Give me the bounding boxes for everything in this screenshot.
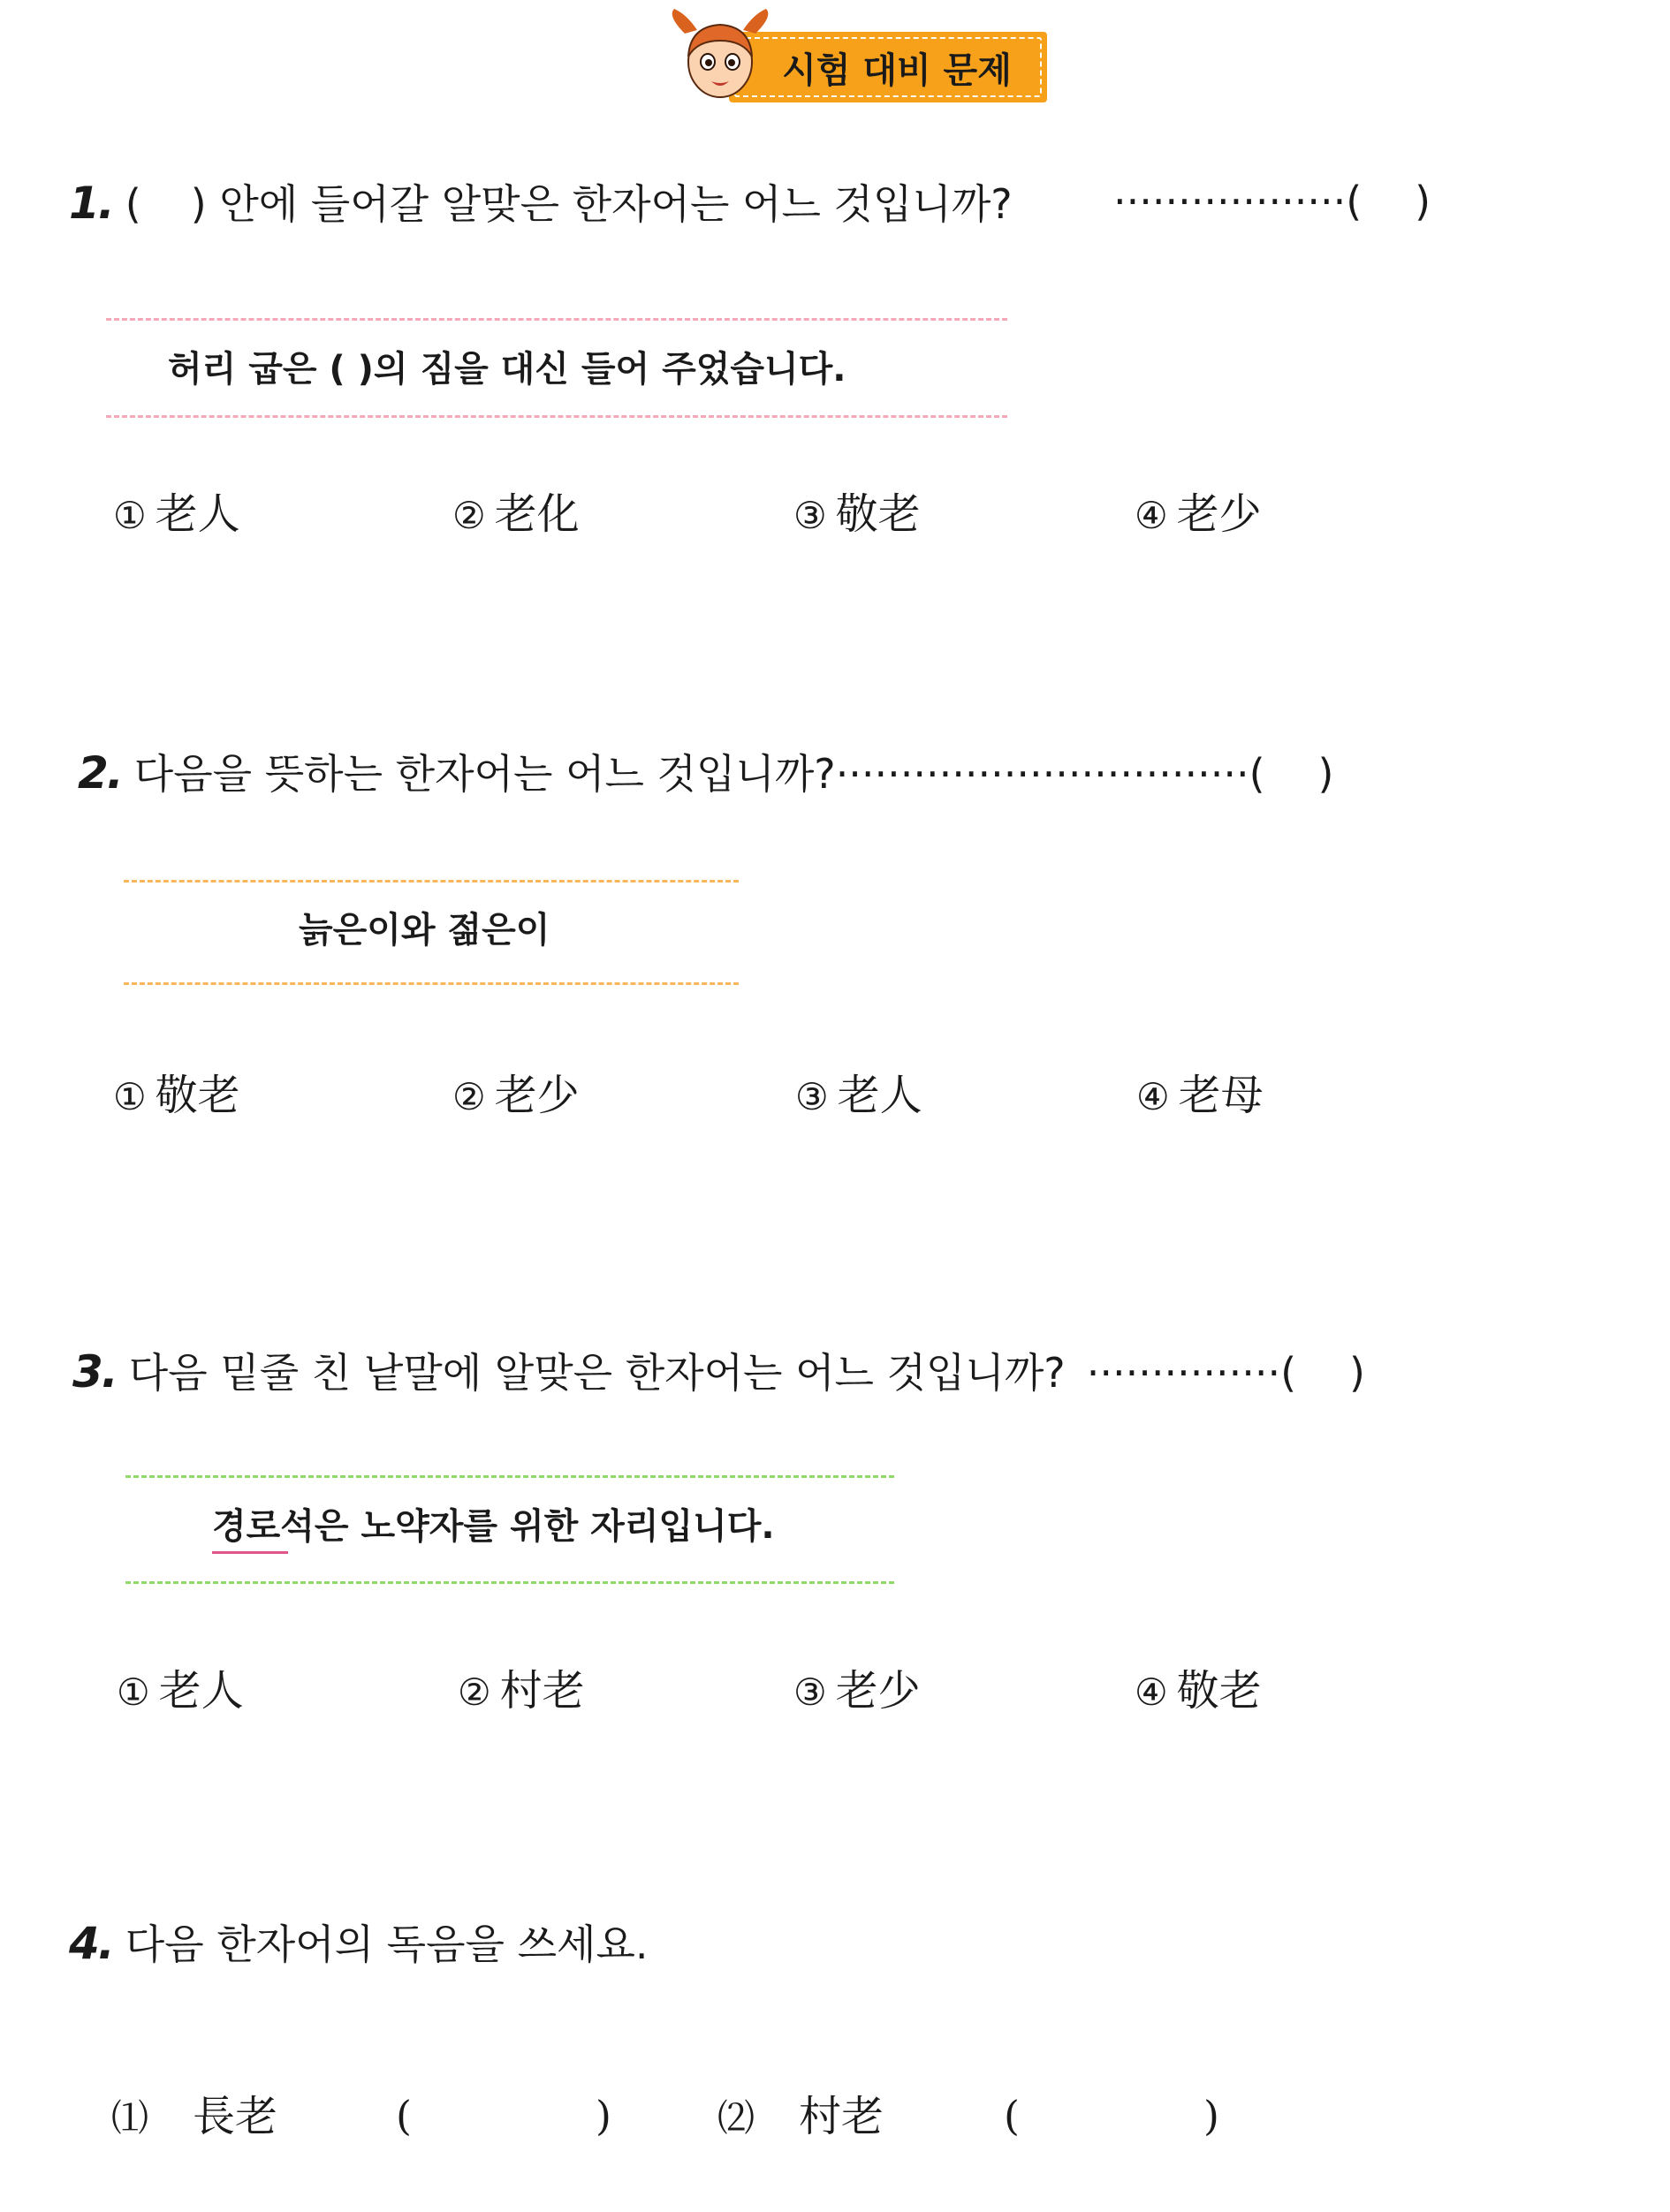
option-mark: ③ (793, 494, 827, 537)
question-number: 3. (72, 1346, 117, 1398)
option-hanja: 老化 (494, 489, 580, 539)
reading-item-1 (111, 2092, 278, 2141)
item-mark: ⑵ (717, 2096, 755, 2140)
option-3[interactable] (793, 1666, 921, 1716)
option-mark: ④ (1135, 494, 1168, 537)
option-mark: ② (452, 494, 486, 537)
option-hanja: 老少 (494, 1071, 580, 1120)
option-4[interactable] (1135, 489, 1262, 539)
header-badge (667, 7, 1056, 104)
option-4[interactable] (1136, 1071, 1264, 1120)
question-text: 다음 한자어의 독음을 쓰세요. (125, 1920, 649, 1968)
option-hanja: 敬老 (155, 1071, 240, 1120)
box-bottom-line (106, 415, 1007, 418)
answer-dots: ···············( (1086, 1349, 1297, 1397)
option-2[interactable] (452, 1071, 580, 1120)
question-number: 4. (69, 1918, 113, 1969)
option-hanja: 村老 (499, 1666, 585, 1716)
option-mark: ④ (1136, 1075, 1170, 1118)
question-text: ) 안에 들어갈 알맞은 한자어는 어느 것입니까? (190, 180, 1013, 228)
answer-close-paren: ) (1349, 1349, 1365, 1397)
item-hanja: 長老 (193, 2092, 278, 2141)
question-1 (69, 178, 1013, 229)
option-mark: ② (452, 1075, 486, 1118)
option-hanja: 老母 (1178, 1071, 1264, 1120)
option-hanja: 敬老 (835, 489, 921, 539)
option-1[interactable] (117, 1666, 244, 1716)
example-sentence: 늙은이와 젊은이 (299, 910, 550, 951)
box-bottom-line (125, 1581, 894, 1584)
option-2[interactable] (458, 1666, 585, 1716)
option-hanja: 敬老 (1176, 1666, 1262, 1716)
option-mark: ① (113, 1075, 147, 1118)
answer-close-paren: ) (1317, 750, 1334, 798)
option-hanja: 老人 (155, 489, 240, 539)
item-hanja: 村老 (799, 2092, 884, 2141)
answer-dots: ··················( (1113, 178, 1363, 225)
question-number: 1. (69, 178, 113, 229)
option-hanja: 老人 (158, 1666, 244, 1716)
item-mark: ⑴ (111, 2096, 149, 2140)
option-2[interactable] (452, 489, 580, 539)
option-mark: ④ (1135, 1670, 1168, 1714)
answer-close-paren: ) (1203, 2092, 1219, 2140)
option-3[interactable] (795, 1071, 922, 1120)
box-top-line (124, 880, 739, 883)
answer-open-paren: ( (1004, 2092, 1020, 2140)
answer-open-paren: ( (396, 2092, 412, 2140)
question-2 (78, 747, 1334, 799)
question-4 (69, 1918, 649, 1969)
option-mark: ③ (795, 1075, 829, 1118)
question-text: 다음을 뜻하는 한자어는 어느 것입니까? (133, 750, 836, 798)
question-text: 다음 밑줄 친 낱말에 알맞은 한자어는 어느 것입니까? (128, 1349, 1066, 1397)
option-hanja: 老人 (837, 1071, 922, 1120)
option-4[interactable] (1135, 1666, 1262, 1716)
answer-blank-1 (1113, 178, 1431, 225)
answer-close-paren: ) (596, 2092, 611, 2140)
box-bottom-line (124, 982, 739, 985)
question-3 (72, 1346, 1365, 1398)
option-mark: ① (113, 494, 147, 537)
option-1[interactable] (113, 489, 240, 539)
option-mark: ③ (793, 1670, 827, 1714)
answer-dots: ································( (835, 750, 1265, 798)
example-sentence: 경로석은 노약자를 위한 자리입니다. (212, 1506, 775, 1547)
option-hanja: 老少 (1176, 489, 1262, 539)
option-mark: ① (117, 1670, 150, 1714)
answer-close-paren: ) (1415, 178, 1431, 225)
question-number: 2. (78, 747, 122, 799)
option-mark: ② (458, 1670, 491, 1714)
option-1[interactable] (113, 1071, 240, 1120)
option-3[interactable] (793, 489, 921, 539)
box-top-line (106, 318, 1007, 321)
reading-item-2 (717, 2092, 884, 2141)
question-open-paren: ( (125, 180, 141, 228)
page-title: 시험 대비 문제 (782, 49, 1012, 91)
example-sentence: 허리 굽은 ( )의 짐을 대신 들어 주었습니다. (168, 349, 846, 390)
option-hanja: 老少 (835, 1666, 921, 1716)
box-top-line (125, 1475, 894, 1478)
word-underline (212, 1551, 288, 1554)
